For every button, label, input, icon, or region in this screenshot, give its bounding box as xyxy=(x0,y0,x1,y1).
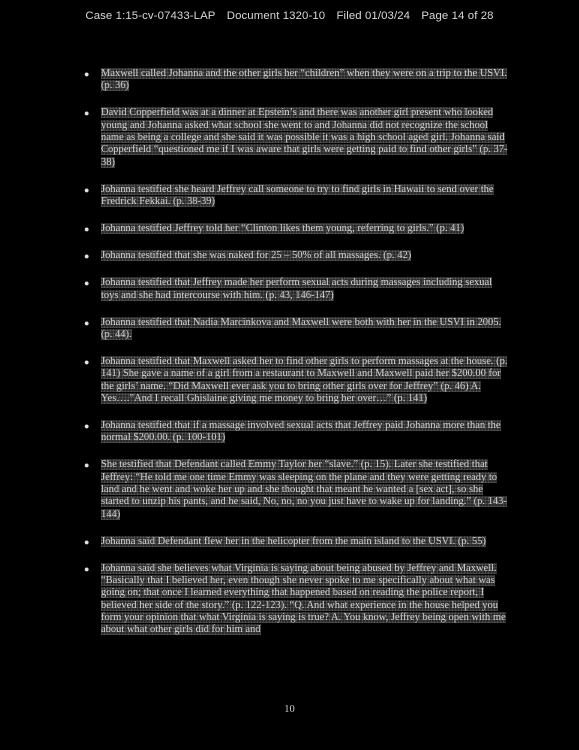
document-header xyxy=(0,10,579,22)
bullet-icon: ● xyxy=(84,251,90,262)
list-item-text: Johanna testified Jeffrey told her “Clinton likes them young, referring to girls.” (p. 41) xyxy=(101,223,465,235)
bullet-icon: ● xyxy=(84,421,90,432)
list-item-text: Johanna testified that if a massage involved sexual acts that Jeffrey paid Johanna more than the normal $200.00. (p. 100-101) xyxy=(101,420,501,444)
list-item-text: Johanna testified that Jeffrey made her perform sexual acts during massages including sexual toys and she had intercourse with him. (p. 43, 146-147) xyxy=(101,277,493,301)
list-item-text: Johanna testified that she was naked for 25 – 50% of all massages. (p. 42) xyxy=(101,250,412,262)
document-number: Document 1320-10 xyxy=(226,10,326,22)
bullet-icon: ● xyxy=(84,108,90,119)
bullet-icon: ● xyxy=(84,563,90,574)
filed-date: Filed 01/03/24 xyxy=(336,10,411,22)
list-item xyxy=(0,184,579,209)
page-number: 10 xyxy=(284,704,295,715)
bullet-icon: ● xyxy=(84,536,90,547)
list-item xyxy=(0,223,579,235)
list-item-text: Johanna said she believes what Virginia is saying about being abused by Jeffrey and Maxwell. “Basically that I believed her, even though she never spoke to me specifically about what was going on; that once I learned everything that happened based on reading the police report, I believed her side of the story.” (p. 122-123). “Q. And what experience in the house helped you form your opinion that what Virginia is saying is true? A. You know, Jeffrey being open with me about what other girls did for him and xyxy=(101,562,506,636)
list-item-text: Maxwell called Johanna and the other girls her “children” when they were on a trip to the USVI. (p. 36) xyxy=(101,68,507,92)
list-item xyxy=(0,250,579,262)
bullet-icon: ● xyxy=(84,357,90,368)
list-item xyxy=(0,459,579,520)
list-item xyxy=(0,356,579,405)
case-number: Case 1:15-cv-07433-LAP xyxy=(85,10,216,22)
bullet-icon: ● xyxy=(84,278,90,289)
list-item-text: Johanna testified she heard Jeffrey call someone to try to find girls in Hawaii to send over the Fredrick Fekkai. (p. 38-39) xyxy=(101,183,494,207)
list-item xyxy=(0,317,579,342)
bullet-icon: ● xyxy=(84,224,90,235)
page-count: Page 14 of 28 xyxy=(421,10,494,22)
bullet-icon: ● xyxy=(84,460,90,471)
bullet-icon: ● xyxy=(84,69,90,79)
bullet-icon: ● xyxy=(84,184,90,195)
list-item xyxy=(0,107,579,168)
list-item xyxy=(0,277,579,302)
bullet-list xyxy=(0,68,579,651)
list-item xyxy=(0,420,579,445)
list-item xyxy=(0,536,579,548)
list-item-text: Johanna said Defendant flew her in the helicopter from the main island to the USVI. (p. 55) xyxy=(101,535,486,547)
list-item xyxy=(0,563,579,637)
list-item-text: David Copperfield was at a dinner at Epstein’s and there was another girl present who looked young and Johanna asked what school she went to and Johanna did not recognize the school name as being a college and she said it was possible it was a high school aged girl. Johanna said Copperfield “questioned me if I was aware that girls were getting paid to find other girls” (p. 37-38) xyxy=(101,107,508,168)
list-item-text: She testified that Defendant called Emmy Taylor her “slave.” (p. 15). Later she testified that Jeffrey: “He told me one time Emmy was sleeping on the plane and they were getting ready to land and he went and woke her up and she thought that meant he wanted a [sex act], so she started to unzip his pants, and he said, No, no, no you just have to wake up for landing.” (p. 143-144) xyxy=(101,459,507,520)
list-item-text: Johanna testified that Maxwell asked her to find other girls to perform massages at the house. (p. 141) She gave a name of a girl from a restaurant to Maxwell and Maxwell paid her $200.00 for the girls’ name. “Did Maxwell ever ask you to bring other girls over for Jeffrey” (p. 46) A. Yes….”And I recall Ghislaine giving me money to bring her over…” (p. 141) xyxy=(101,356,508,404)
list-item-text: Johanna testified that Nadia Marcinkova and Maxwell were both with her in the USVI in 2005. (p. 44). xyxy=(101,316,502,340)
bullet-icon: ● xyxy=(84,317,90,328)
list-item xyxy=(0,68,579,93)
